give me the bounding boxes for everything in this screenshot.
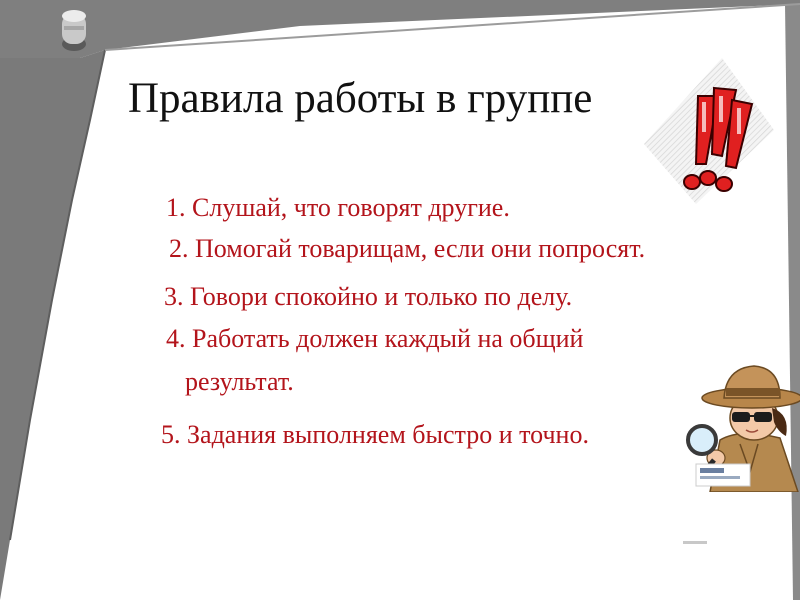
detective-with-magnifier-icon (680, 352, 800, 492)
rule-item-4: 4. Работать должен каждый на общий (166, 324, 584, 353)
rule-item-5: 5. Задания выполняем быстро и точно. (161, 420, 589, 449)
pushpin-icon (62, 10, 86, 51)
rule-item-2: 2. Помогай товарищам, если они попросят. (169, 234, 646, 263)
right-edge (785, 4, 800, 600)
rule-item-3: 3. Говори спокойно и только по делу. (164, 282, 573, 311)
small-divider-mark (683, 541, 707, 544)
exclamation-marks-icon (636, 56, 776, 206)
rule-item-1: 1. Слушай, что говорят другие. (166, 193, 510, 222)
rule-item-4-continuation: результат. (185, 367, 294, 396)
slide-title: Правила работы в группе (128, 75, 593, 122)
left-panel (0, 50, 105, 600)
